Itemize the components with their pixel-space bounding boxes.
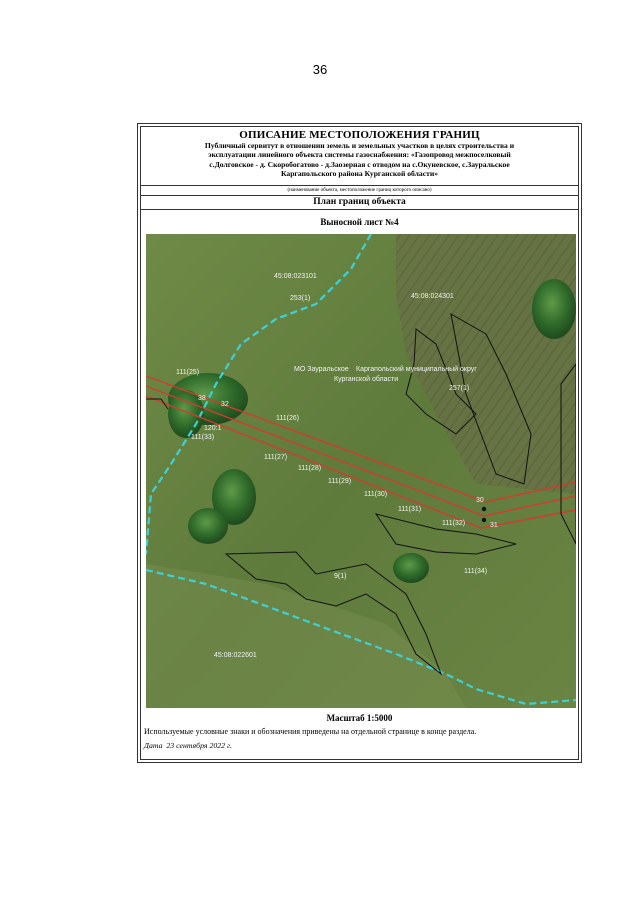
point-label: 30	[476, 497, 484, 504]
parcel-label: 111(28)	[298, 465, 322, 472]
date-value: 23 сентября 2022 г.	[166, 741, 232, 750]
description-line: эксплуатации линейного объекта системы газоснабжения: «Газопровод межпоселковый	[208, 150, 511, 160]
point-label: 38	[198, 395, 206, 402]
point-marker	[482, 507, 486, 511]
tree-grove	[188, 508, 228, 544]
map-scale: Масштаб 1:5000	[326, 713, 393, 723]
tree-grove	[532, 279, 576, 339]
legend-note: Используемые условные знаки и обозначения приведены на отдельной странице в конце раздела.	[144, 727, 477, 736]
plan-title: План границ объекта	[141, 196, 578, 210]
territory-label: Курганской области	[334, 376, 399, 383]
parcel-label: 111(26)	[276, 415, 300, 422]
description-line: Публичный сервитут в отношении земель и земельных участков в целях строительства и	[204, 141, 515, 150]
cadastral-label: 45:08:022601	[214, 652, 257, 659]
description-line: Каргапольского района Курганской области»	[281, 169, 438, 179]
document-frame	[137, 123, 582, 763]
parcel-label: 257(1)	[449, 385, 470, 392]
territory-label: МО Зауральское	[294, 366, 349, 373]
description-line: с.Долговское - д. Скоробогатово - д.Заозерная с отводом на с.Окуневское, с.Зауральское	[209, 159, 510, 169]
title-block	[141, 127, 578, 186]
tree-grove	[393, 553, 429, 583]
document-title: ОПИСАНИЕ МЕСТОПОЛОЖЕНИЯ ГРАНИЦ	[239, 129, 480, 141]
parcel-label: 253(1)	[290, 295, 311, 302]
parcel-label: 9(1)	[334, 573, 347, 580]
point-label: 31	[490, 522, 498, 529]
map-svg	[146, 234, 576, 708]
parcel-label: 111(25)	[176, 369, 200, 376]
parcel-label: 111(30)	[364, 491, 388, 498]
parcel-label: 111(31)	[398, 506, 422, 513]
date-label: Дата	[144, 741, 163, 750]
document-inner-frame	[140, 126, 579, 760]
point-marker	[482, 518, 486, 522]
parcel-label: 120:1	[204, 425, 222, 432]
title-note: (наименование объекта, местоположение границ которого описано)	[141, 186, 578, 196]
territory-label: Каргапольский муниципальный округ	[356, 366, 477, 373]
cadastral-label: 45:08:023101	[274, 273, 317, 280]
parcel-label: 111(27)	[264, 454, 288, 461]
point-label: 32	[221, 401, 229, 408]
parcel-label: 111(32)	[442, 520, 466, 527]
sheet-title: Выносной лист №4	[320, 217, 399, 227]
parcel-label: 111(29)	[328, 478, 352, 485]
parcel-label: 111(33)	[191, 434, 215, 441]
object-description	[141, 141, 578, 179]
cadastral-label: 45:08:024301	[411, 293, 454, 300]
parcel-label: 111(34)	[464, 568, 488, 575]
page-number: 36	[312, 62, 328, 77]
date-line	[144, 741, 232, 750]
map-image	[146, 234, 576, 708]
